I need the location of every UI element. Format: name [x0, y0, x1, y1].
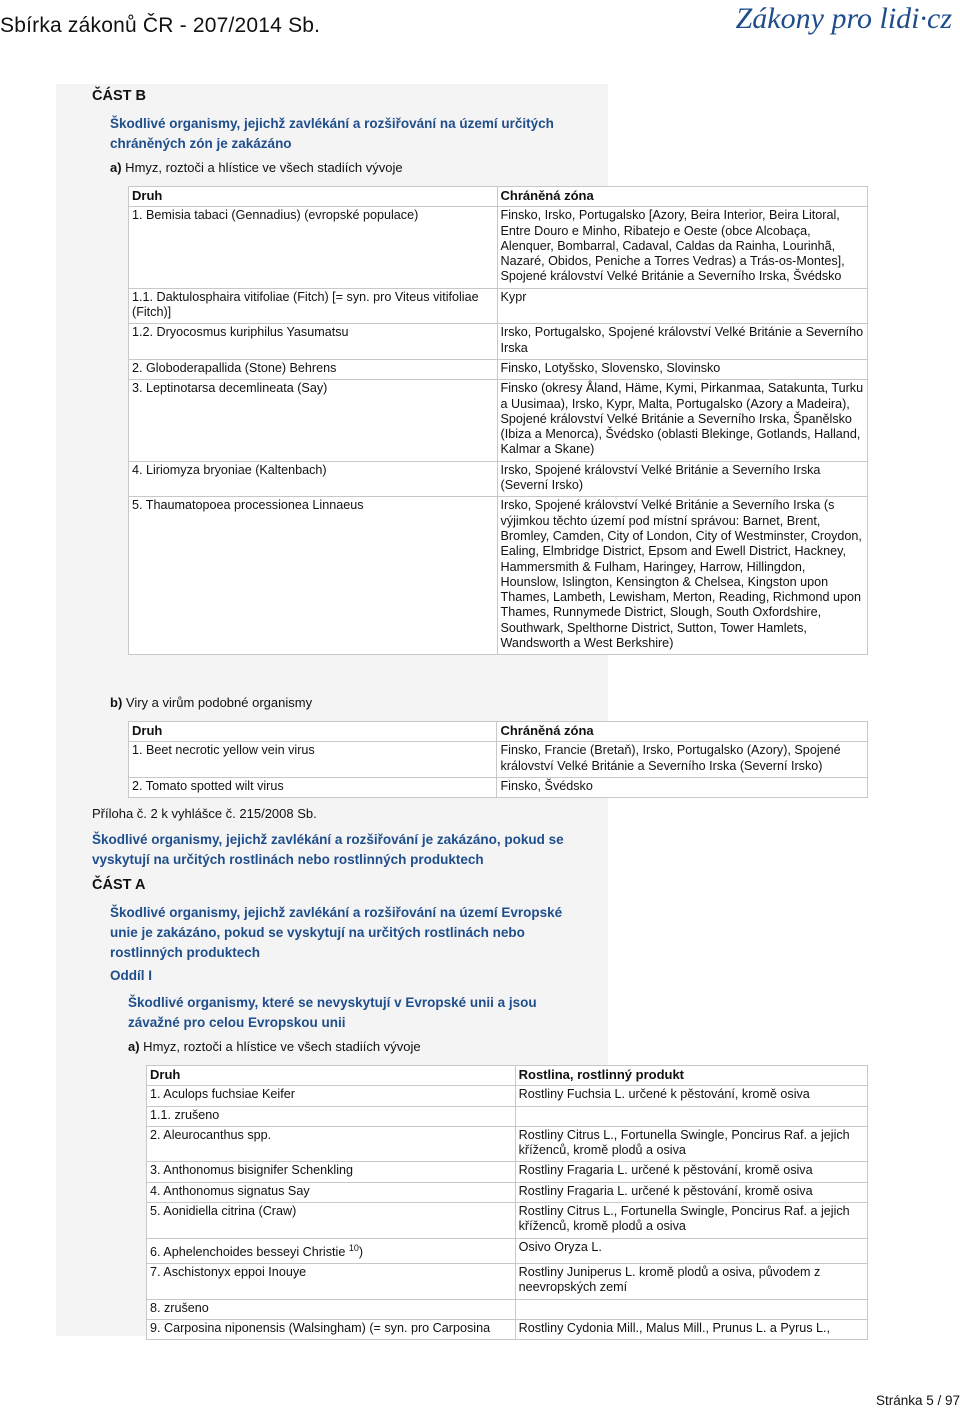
species-cell: 1.1. Daktulosphaira vitifoliae (Fitch) [= syn. pro Viteus vitifoliae (Fitch)]	[129, 288, 498, 324]
species-cell	[147, 1238, 516, 1263]
zone-cell: Finsko, Lotyšsko, Slovensko, Slovinsko	[497, 359, 867, 379]
zone-cell: Finsko (okresy Åland, Häme, Kymi, Pirkanmaa, Satakunta, Turku a Uusimaa), Irsko, Kypr, Malta, Portugalsko (Azory a Madeira), Spojené království Velké Británie a Severního Irska, Španělsko (Ibiza a Menorca), Švédsko (oblasti Blekinge, Gotlands, Halland, Kalmar a Skane)	[497, 380, 867, 461]
zone-cell: Finsko, Francie (Bretaň), Irsko, Portugalsko (Azory), Spojené království Velké Británie a Severního Irska (Severní Irsko)	[497, 742, 868, 778]
plant-cell: Rostliny Citrus L., Fortunella Swingle, Poncirus Raf. a jejich kříženců, kromě plodů a osiva	[515, 1126, 867, 1162]
section-letter: a)	[128, 1039, 140, 1054]
table-row	[129, 742, 868, 778]
table-row	[129, 380, 868, 461]
part-b-section-b	[110, 695, 312, 711]
column-header: Druh	[129, 722, 497, 742]
table-row	[129, 461, 868, 497]
species-cell: 4. Liriomyza bryoniae (Kaltenbach)	[129, 461, 498, 497]
zone-cell: Finsko, Irsko, Portugalsko [Azory, Beira Interior, Beira Litoral, Entre Douro e Minho, Ribatejo e Oeste (obce Alcobaça, Alenquer, Bombarral, Cadaval, Caldas da Rainha, Lourinhã, Nazaré, Obidos, Peniche a Torres Vedras) a Trás-os-Montes], Spojené království Velké Británie a Severního Irska, Švédsko	[497, 207, 867, 288]
plant-cell: Osivo Oryza L.	[515, 1238, 867, 1263]
species-name: 6. Aphelenchoides besseyi Christie	[150, 1244, 346, 1259]
species-cell: 3. Leptinotarsa decemlineata (Say)	[129, 380, 498, 461]
column-header: Druh	[129, 187, 498, 207]
plant-cell: Rostliny Juniperus L. kromě plodů a osiva, původem z neevropských zemí	[515, 1263, 867, 1299]
species-cell: 7. Aschistonyx eppoi Inouye	[147, 1263, 516, 1299]
zone-cell: Irsko, Spojené království Velké Británie a Severního Irska (s výjimkou těchto území pod místní správou: Barnet, Brent, Bromley, Camden, City of London, City of Westminster, Croydon, Ealing, Elmbridge District, Epsom and Ewell District, Hackney, Hammersmith & Fulham, Haringey, Harrow, Hillingdon, Hounslow, Islington, Kensington & Chelsea, Kingston upon Thames, Lambeth, Lewisham, Merton, Reading, Richmond upon Thames, Runnymede District, Slough, South Oxfordshire, Southwark, Spelthorne District, Sutton, Tower Hamlets, Wandsworth a West Berkshire)	[497, 497, 867, 655]
zone-cell: Irsko, Portugalsko, Spojené království Velké Británie a Severního Irska	[497, 324, 867, 360]
table-row	[147, 1203, 868, 1239]
table-row	[129, 207, 868, 288]
table-row	[147, 1263, 868, 1299]
zone-cell: Kypr	[497, 288, 867, 324]
table-row	[147, 1182, 868, 1202]
species-cell: 4. Anthonomus signatus Say	[147, 1182, 516, 1202]
plant-cell: Rostliny Fuchsia L. určené k pěstování, kromě osiva	[515, 1086, 867, 1106]
species-cell: 5. Aonidiella citrina (Craw)	[147, 1203, 516, 1239]
page-number: Stránka 5 / 97	[875, 1393, 960, 1408]
column-header: Rostlina, rostlinný produkt	[515, 1066, 867, 1086]
oddil-subheading: Škodlivé organismy, které se nevyskytují v Evropské unii a jsou závažné pro celou Evropskou unii	[128, 995, 537, 1030]
page-header	[0, 0, 960, 56]
species-cell: 1. Beet necrotic yellow vein virus	[129, 742, 497, 778]
species-cell: 8. zrušeno	[147, 1299, 516, 1319]
species-cell: 2. Globoderapallida (Stone) Behrens	[129, 359, 498, 379]
section-text: Viry a virům podobné organismy	[122, 695, 313, 710]
table-row	[129, 288, 868, 324]
part-b-subheading: Škodlivé organismy, jejichž zavlékání a rozšiřování na území určitých chráněných zón je zakázáno	[110, 116, 554, 151]
part-b-heading: ČÁST B	[92, 88, 146, 104]
table-row	[129, 324, 868, 360]
table-row	[147, 1106, 868, 1126]
table-row	[147, 1126, 868, 1162]
section-letter: a)	[110, 160, 122, 175]
protected-zones-table-insects	[128, 186, 868, 655]
species-cell: 5. Thaumatopoea processionea Linnaeus	[129, 497, 498, 655]
document-title: Sbírka zákonů ČR - 207/2014 Sb.	[0, 14, 321, 37]
part-a-section-a	[128, 1039, 421, 1055]
table-row	[129, 777, 868, 797]
part-a-heading: ČÁST A	[92, 877, 146, 893]
column-header: Chráněná zóna	[497, 722, 868, 742]
plant-cell	[515, 1299, 867, 1319]
species-cell: 2. Aleurocanthus spp.	[147, 1126, 516, 1162]
table-header-row	[129, 187, 868, 207]
section-letter: b)	[110, 695, 123, 710]
part-b-section-a	[110, 160, 403, 176]
footnote-suffix: )	[358, 1244, 364, 1259]
zone-cell: Finsko, Švédsko	[497, 777, 868, 797]
zone-cell: Irsko, Spojené království Velké Británie a Severního Irska (Severní Irsko)	[497, 461, 867, 497]
harmful-organisms-table	[146, 1065, 868, 1340]
oddil-heading: Oddíl I	[110, 968, 152, 983]
table-header-row	[129, 722, 868, 742]
plant-cell	[515, 1106, 867, 1126]
species-cell: 3. Anthonomus bisignifer Schenkling	[147, 1162, 516, 1182]
annex-subtitle: Škodlivé organismy, jejichž zavlékání a rozšiřování je zakázáno, pokud se vyskytují na určitých rostlinách nebo rostlinných produktech	[92, 832, 564, 867]
species-cell: 1.2. Dryocosmus kuriphilus Yasumatsu	[129, 324, 498, 360]
footnote-reference[interactable]: 10	[348, 1242, 359, 1253]
plant-cell: Rostliny Citrus L., Fortunella Swingle, Poncirus Raf. a jejich kříženců, kromě plodů a osiva	[515, 1203, 867, 1239]
species-cell: 1. Aculops fuchsiae Keifer	[147, 1086, 516, 1106]
species-cell: 1.1. zrušeno	[147, 1106, 516, 1126]
species-cell: 9. Carposina niponensis (Walsingham) (= syn. pro Carposina	[147, 1319, 516, 1339]
table-row	[147, 1299, 868, 1319]
plant-cell: Rostliny Cydonia Mill., Malus Mill., Prunus L. a Pyrus L.,	[515, 1319, 867, 1339]
table-row	[129, 359, 868, 379]
species-cell: 1. Bemisia tabaci (Gennadius) (evropské populace)	[129, 207, 498, 288]
column-header: Chráněná zóna	[497, 187, 867, 207]
table-row	[129, 497, 868, 655]
section-text: Hmyz, roztoči a hlístice ve všech stadiích vývoje	[139, 1039, 421, 1054]
plant-cell: Rostliny Fragaria L. určené k pěstování, kromě osiva	[515, 1162, 867, 1182]
table-row	[147, 1162, 868, 1182]
part-a-subheading: Škodlivé organismy, jejichž zavlékání a rozšiřování na území Evropské unie je zakázáno, pokud se vyskytují na určitých rostlinách nebo rostlinných produktech	[110, 905, 563, 960]
table-header-row	[147, 1066, 868, 1086]
section-text: Hmyz, roztoči a hlístice ve všech stadiích vývoje	[121, 160, 403, 175]
protected-zones-table-viruses	[128, 721, 868, 798]
plant-cell: Rostliny Fragaria L. určené k pěstování, kromě osiva	[515, 1182, 867, 1202]
table-row	[147, 1086, 868, 1106]
site-logo[interactable]: Zákony pro lidi·cz	[735, 2, 952, 35]
table-row	[147, 1238, 868, 1263]
annex-title: Příloha č. 2 k vyhlášce č. 215/2008 Sb.	[92, 806, 317, 821]
table-row	[147, 1319, 868, 1339]
column-header: Druh	[147, 1066, 516, 1086]
species-cell: 2. Tomato spotted wilt virus	[129, 777, 497, 797]
